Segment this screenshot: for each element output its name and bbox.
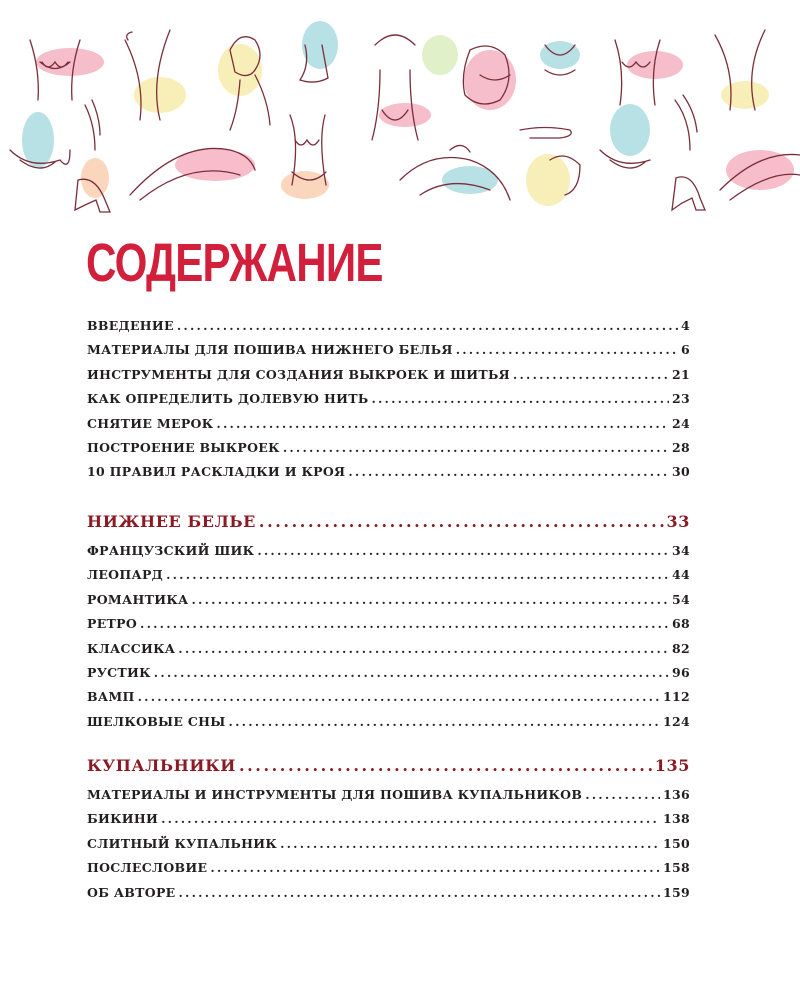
toc-entry[interactable] — [87, 416, 690, 440]
dot-leader — [210, 860, 660, 875]
toc-entry-label: ПОСЛЕСЛОВИЕ — [87, 860, 208, 876]
toc-entry-page: 82 — [672, 640, 690, 656]
toc-entry-page: 96 — [672, 664, 690, 680]
section-heading-page: 33 — [666, 512, 690, 531]
toc-entry[interactable] — [87, 464, 690, 488]
dot-leader — [161, 811, 660, 826]
toc-entry[interactable] — [87, 811, 690, 835]
toc-entry[interactable] — [87, 714, 690, 738]
toc-entry-page: 54 — [672, 591, 690, 607]
toc-entry-label: РЕТРО — [87, 616, 138, 632]
toc-entry-page: 138 — [663, 811, 690, 827]
toc-entry[interactable] — [87, 367, 690, 391]
toc-entry[interactable] — [87, 543, 690, 567]
toc-entry[interactable] — [87, 318, 690, 342]
toc-entry[interactable] — [87, 860, 690, 884]
toc-entry[interactable] — [87, 689, 690, 713]
toc-entry-label: ФРАНЦУЗСКИЙ ШИК — [87, 543, 255, 558]
dot-leader — [191, 592, 669, 607]
dot-leader — [456, 342, 678, 357]
toc-entry-label: ШЕЛКОВЫЕ СНЫ — [87, 713, 226, 729]
toc-entry-label: СЛИТНЫЙ КУПАЛЬНИК — [87, 835, 278, 851]
dot-leader — [154, 665, 669, 680]
toc-entry-page: 112 — [663, 689, 690, 705]
toc-entry-page: 30 — [672, 464, 690, 480]
toc-entry[interactable] — [87, 567, 690, 591]
toc-entry[interactable] — [87, 342, 690, 366]
toc-entry-label: ВАМП — [87, 689, 135, 705]
dot-leader — [140, 616, 669, 631]
toc-entry-page: 6 — [681, 342, 690, 358]
dot-leader — [216, 416, 669, 431]
dot-leader — [513, 367, 669, 382]
toc-entry-label: РОМАНТИКА — [87, 591, 189, 607]
toc-entry-page: 159 — [663, 884, 690, 900]
toc-entry[interactable] — [87, 836, 690, 860]
toc-entry[interactable] — [87, 391, 690, 415]
toc-entry-page: 44 — [672, 567, 690, 583]
dot-leader — [166, 567, 669, 582]
section-heading-label: НИЖНЕЕ БЕЛЬЕ — [87, 512, 256, 531]
toc-entry-page: 150 — [663, 835, 690, 851]
section-heading-label: КУПАЛЬНИКИ — [87, 756, 236, 775]
dot-leader — [229, 714, 660, 729]
toc-section-heading[interactable] — [87, 756, 690, 787]
page-title: СОДЕРЖАНИЕ — [86, 233, 383, 293]
toc-entry-page: 34 — [672, 543, 690, 558]
toc-swimwear-section — [87, 756, 690, 909]
toc-entry-page: 124 — [663, 713, 690, 729]
toc-entry-page: 28 — [672, 439, 690, 455]
dot-leader — [179, 885, 661, 900]
toc-lingerie-section — [87, 512, 690, 738]
toc-entry-label: РУСТИК — [87, 664, 151, 680]
section-heading-page: 135 — [654, 756, 690, 775]
toc-entry[interactable] — [87, 641, 690, 665]
toc-entry-page: 158 — [663, 860, 690, 876]
decorative-banner — [0, 0, 800, 220]
toc-entry-label: ИНСТРУМЕНТЫ ДЛЯ СОЗДАНИЯ ВЫКРОЕК И ШИТЬЯ — [87, 366, 510, 382]
dot-leader — [348, 464, 669, 479]
dot-leader — [178, 641, 669, 656]
dot-leader — [283, 440, 669, 455]
dot-leader — [239, 756, 652, 775]
toc-entry-label: СНЯТИЕ МЕРОК — [87, 415, 214, 431]
dot-leader — [138, 689, 660, 704]
toc-entry-label: КЛАССИКА — [87, 640, 176, 656]
toc-entry-page: 136 — [663, 787, 690, 802]
toc-entry-page: 23 — [672, 391, 690, 407]
toc-entry-page: 21 — [672, 366, 690, 382]
toc-entry-label: ЛЕОПАРД — [87, 567, 164, 583]
toc-entry-label: ПОСТРОЕНИЕ ВЫКРОЕК — [87, 439, 280, 455]
dot-leader — [259, 512, 664, 531]
toc-entry-page: 68 — [672, 616, 690, 632]
dot-leader — [371, 391, 669, 406]
toc-intro-section — [87, 318, 690, 489]
toc-entry-label: ОБ АВТОРЕ — [87, 884, 176, 900]
toc-entry-page: 24 — [672, 415, 690, 431]
toc-entry-label: ВВЕДЕНИЕ — [87, 318, 174, 333]
line-art-illustration — [0, 0, 800, 220]
toc-entry-label: МАТЕРИАЛЫ ДЛЯ ПОШИВА НИЖНЕГО БЕЛЬЯ — [87, 342, 453, 358]
dot-leader — [257, 543, 669, 558]
toc-entry-label: БИКИНИ — [87, 811, 159, 827]
toc-entry-label: КАК ОПРЕДЕЛИТЬ ДОЛЕВУЮ НИТЬ — [87, 391, 369, 407]
toc-entry-label: МАТЕРИАЛЫ И ИНСТРУМЕНТЫ ДЛЯ ПОШИВА КУПАЛЬНИКОВ — [87, 787, 583, 802]
toc-entry[interactable] — [87, 440, 690, 464]
dot-leader — [585, 787, 660, 802]
toc-entry[interactable] — [87, 665, 690, 689]
dot-leader — [280, 836, 660, 851]
toc-entry[interactable] — [87, 787, 690, 811]
dot-leader — [177, 318, 678, 333]
toc-section-heading[interactable] — [87, 512, 690, 543]
toc-entry-page: 4 — [681, 318, 690, 333]
toc-entry[interactable] — [87, 885, 690, 909]
toc-entry-label: 10 ПРАВИЛ РАСКЛАДКИ И КРОЯ — [87, 464, 346, 480]
toc-entry[interactable] — [87, 592, 690, 616]
toc-entry[interactable] — [87, 616, 690, 640]
